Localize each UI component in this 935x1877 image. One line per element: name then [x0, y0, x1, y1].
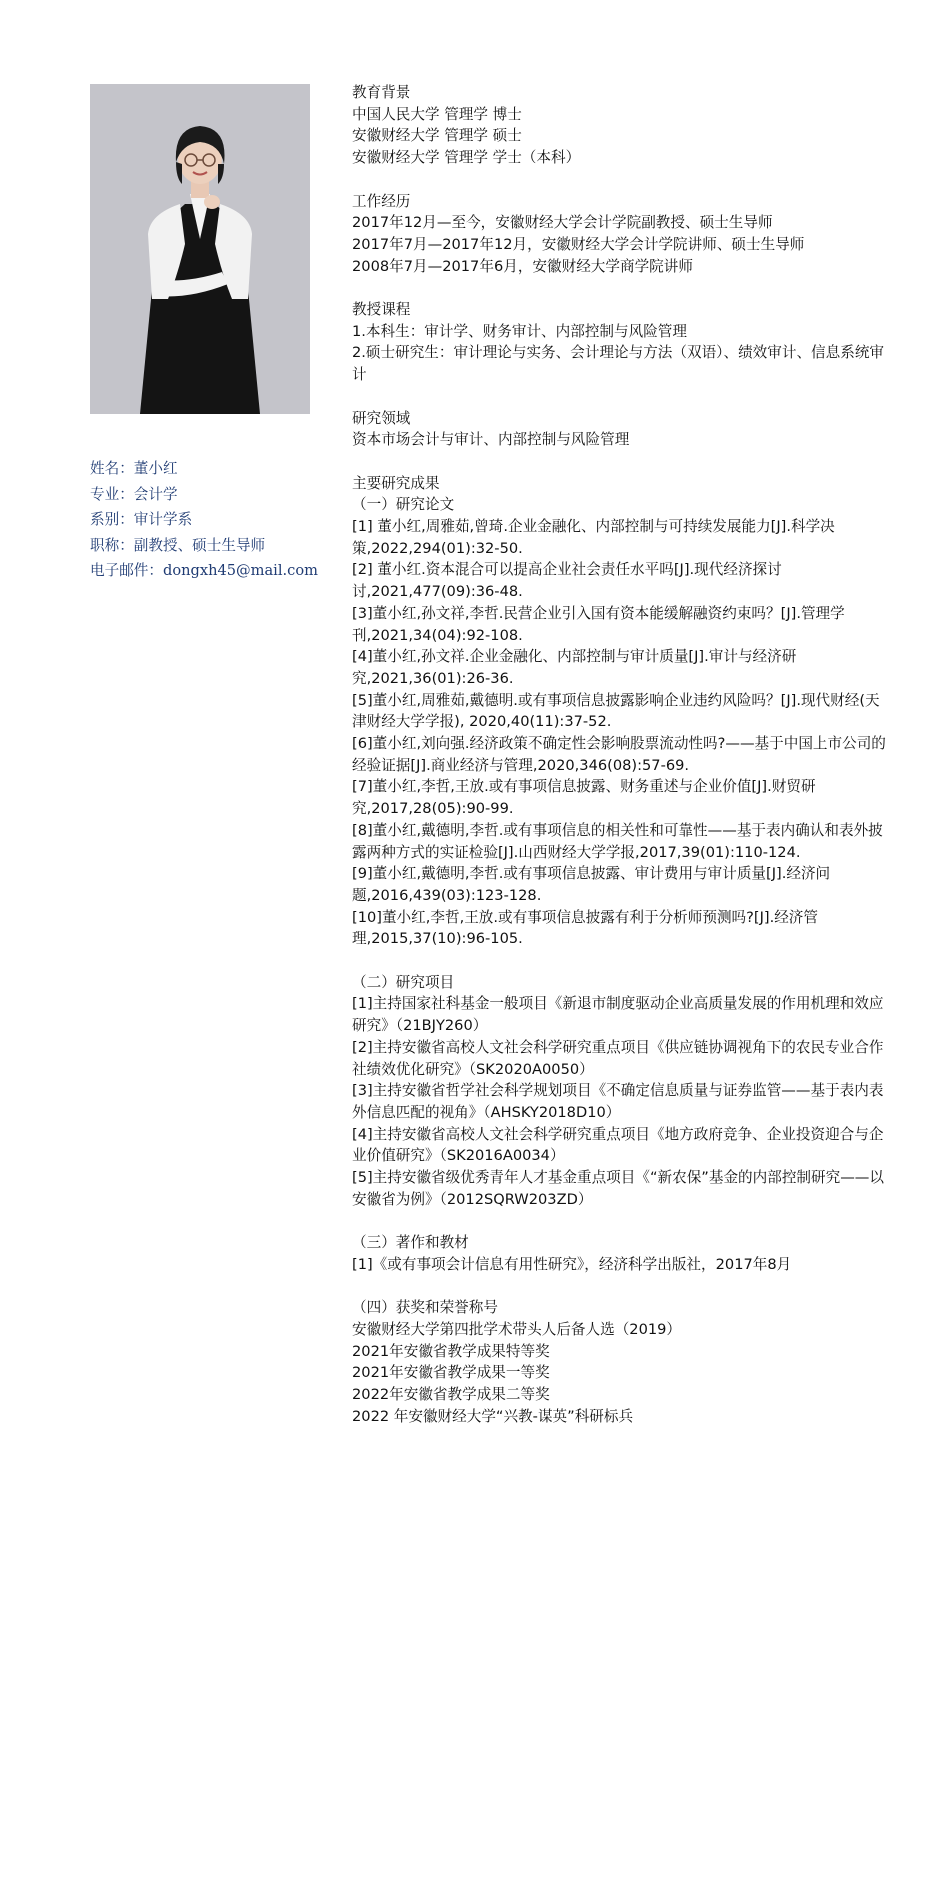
research-item: 资本市场会计与审计、内部控制与风险管理 — [352, 431, 630, 449]
info-row-major: 专业：会计学 — [90, 485, 178, 503]
profile-info — [90, 456, 340, 584]
subsection-title-papers: （一）研究论文 — [352, 496, 455, 514]
award-item: 2022 年安徽财经大学“兴教-谋英”科研标兵 — [352, 1407, 634, 1425]
subsection-title-awards: （四）获奖和荣誉称号 — [352, 1299, 498, 1317]
book-item: [1]《或有事项会计信息有用性研究》，经济科学出版社，2017年8月 — [352, 1255, 792, 1273]
education-item: 中国人民大学 管理学 博士 — [352, 105, 522, 123]
profile-photo — [90, 84, 310, 414]
paper-item: [7]董小红,李哲,王放.或有事项信息披露、财务重述与企业价值[J].财贸研究,2017,28(05):90-99. — [352, 778, 816, 818]
education-item: 安徽财经大学 管理学 学士（本科） — [352, 149, 581, 167]
section-title-work: 工作经历 — [352, 192, 411, 210]
info-row-name: 姓名：董小红 — [90, 460, 178, 477]
section-title-courses: 教授课程 — [352, 301, 411, 318]
project-item: [2]主持安徽省高校人文社会科学研究重点项目《供应链协调视角下的农民专业合作社绩效优化研究》（SK2020A0050） — [352, 1038, 884, 1078]
award-item: 2021年安徽省教学成果特等奖 — [352, 1342, 550, 1360]
paper-item: [2] 董小红.资本混合可以提高企业社会责任水平吗[J].现代经济探讨讨,2021,477(09):36-48. — [352, 561, 782, 601]
work-item: 2017年12月—至今，安徽财经大学会计学院副教授、硕士生导师 — [352, 214, 773, 232]
section-title-research: 研究领域 — [352, 409, 411, 427]
project-item: [3]主持安徽省哲学社会科学规划项目《不确定信息质量与证券监管——基于表内表外信息匹配的视角》（AHSKY2018D10） — [352, 1082, 884, 1121]
info-row-title: 职称：副教授、硕士生导师 — [90, 536, 266, 554]
paper-item: [5]董小红,周雅茹,戴德明.或有事项信息披露影响企业违约风险吗？[J].现代财经(天津财经大学学报), 2020,40(11):37-52. — [352, 691, 880, 731]
section-title-education: 教育背景 — [352, 84, 411, 101]
info-row-email: 电子邮件：dongxh45@mail.com — [90, 562, 318, 580]
paper-item: [10]董小红,李哲,王放.或有事项信息披露有利于分析师预测吗?[J].经济管理,2015,37(10):96-105. — [352, 908, 818, 948]
cv-content — [352, 82, 892, 1427]
info-row-department: 系别：审计学系 — [90, 511, 193, 529]
project-item: [1]主持国家社科基金一般项目《新退市制度驱动企业高质量发展的作用机理和效应研究》（21BJY260） — [352, 995, 884, 1035]
paper-item: [1] 董小红,周雅茹,曾琦.企业金融化、内部控制与可持续发展能力[J].科学决策,2022,294(01):32-50. — [352, 518, 835, 557]
paper-item: [6]董小红,刘向强.经济政策不确定性会影响股票流动性吗?——基于中国上市公司的经验证据[J].商业经济与管理,2020,346(08):57-69. — [352, 735, 886, 774]
portrait-illustration — [90, 84, 310, 414]
paper-item: [3]董小红,孙文祥,李哲.民营企业引入国有资本能缓解融资约束吗？[J].管理学刊,2021,34(04):92-108. — [352, 604, 845, 644]
work-item: 2008年7月—2017年6月，安徽财经大学商学院讲师 — [352, 257, 693, 275]
award-item: 安徽财经大学第四批学术带头人后备人选（2019） — [352, 1320, 682, 1338]
profile-column — [90, 84, 340, 584]
work-item: 2017年7月—2017年12月，安徽财经大学会计学院讲师、硕士生导师 — [352, 235, 805, 253]
section-title-achievements: 主要研究成果 — [352, 474, 440, 492]
paper-item: [9]董小红,戴德明,李哲.或有事项信息披露、审计费用与审计质量[J].经济问题,2016,439(03):123-128. — [352, 865, 831, 904]
award-item: 2022年安徽省教学成果二等奖 — [352, 1386, 550, 1404]
subsection-title-books: （三）著作和教材 — [352, 1234, 469, 1252]
email-link[interactable]: dongxh45@mail.com — [162, 562, 318, 580]
course-item: 2.硕士研究生：审计理论与实务、会计理论与方法（双语）、绩效审计、信息系统审计 — [352, 344, 885, 384]
project-item: [4]主持安徽省高校人文社会科学研究重点项目《地方政府竞争、企业投资迎合与企业价值研究》（SK2016A0034） — [352, 1125, 884, 1165]
award-item: 2021年安徽省教学成果一等奖 — [352, 1364, 550, 1382]
paper-item: [4]董小红,孙文祥.企业金融化、内部控制与审计质量[J].审计与经济研究,2021,36(01):26-36. — [352, 648, 797, 687]
paper-item: [8]董小红,戴德明,李哲.或有事项信息的相关性和可靠性——基于表内确认和表外披露两种方式的实证检验[J].山西财经大学学报,2017,39(01):110-124. — [352, 821, 883, 861]
education-item: 安徽财经大学 管理学 硕士 — [352, 127, 522, 145]
course-item: 1.本科生：审计学、财务审计、内部控制与风险管理 — [352, 322, 687, 340]
project-item: [5]主持安徽省级优秀青年人才基金重点项目《“新农保”基金的内部控制研究——以安徽省为例》（2012SQRW203ZD） — [352, 1169, 884, 1208]
subsection-title-projects: （二）研究项目 — [352, 973, 455, 991]
